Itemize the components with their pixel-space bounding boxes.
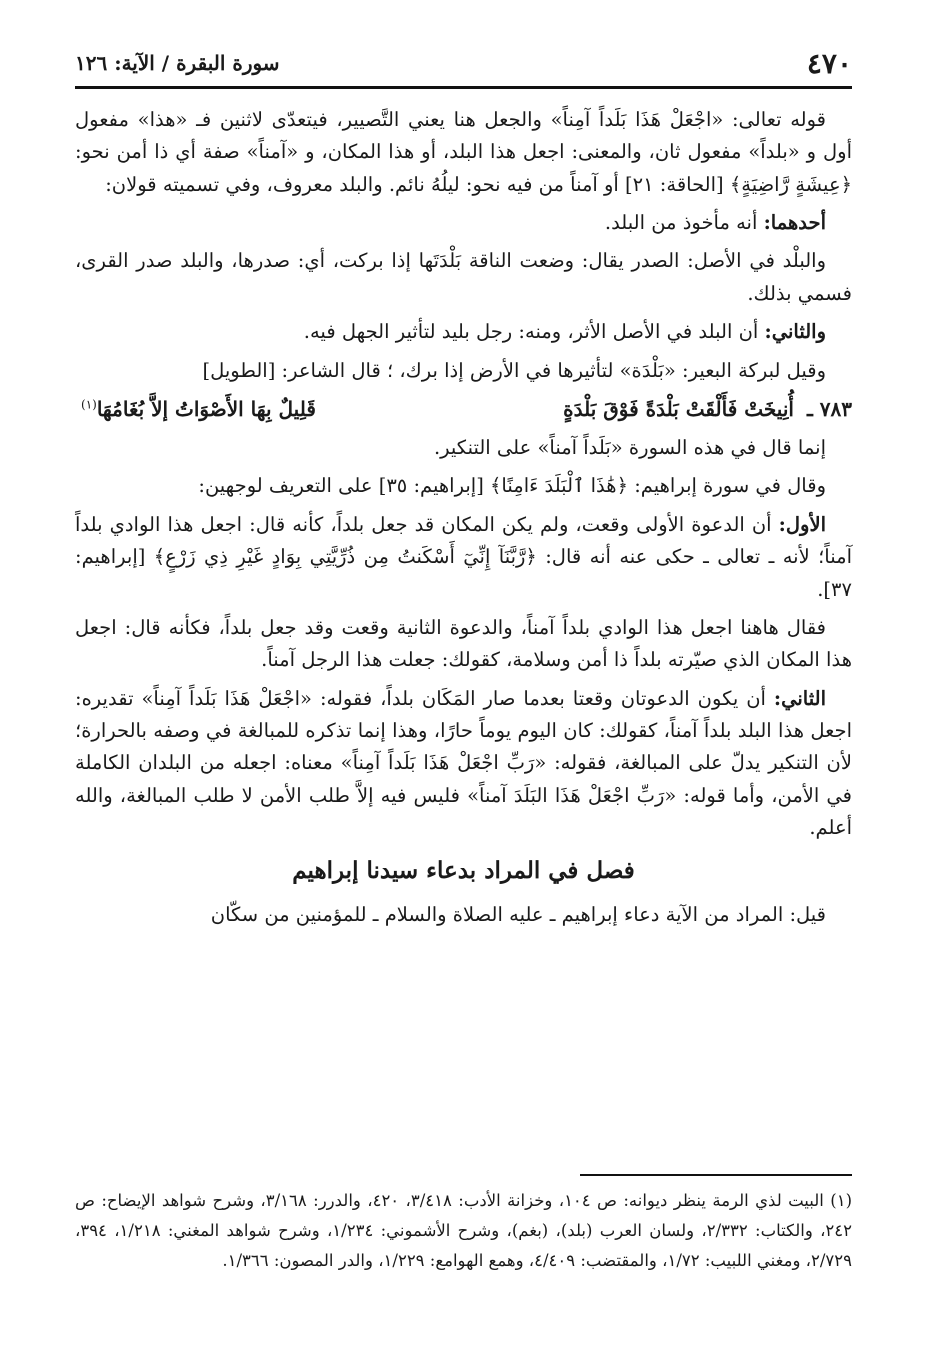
paragraph: وقيل لبركة البعير: «بَلْدَة» لتأثيرها في الأرض إذا برك، ؛ قال الشاعر: [الطويل] <box>202 358 826 382</box>
running-title: سورة البقرة / الآية: ١٢٦ <box>75 51 280 75</box>
verse-number: ٧٨٣ ـ <box>806 396 852 421</box>
footnote-divider <box>580 1174 852 1176</box>
main-text <box>75 104 852 937</box>
paragraph: قيل: المراد من الآية دعاء إبراهيم ـ عليه الصلاة والسلام ـ للمؤمنين من سكّان <box>210 902 826 926</box>
paragraph-lead: والثاني: <box>764 320 826 344</box>
section-heading: فصل في المراد بدعاء سيدنا إبراهيم <box>292 857 635 885</box>
paragraph-text: أن الدعوة الأولى وقعت، ولم يكن المكان قد جعل بلداً، كأنه قال: اجعل هذا الوادي بلداً آمناً؛ لأنه ـ تعالى ـ حكى عنه أنه قال: ﴿رَّبَّنَآ إِنِّيٓ أَسْكَنتُ مِن ذُرِّيَّتِي بِوَادٍ غَيْرِ ذِي زَرْعٍ﴾ [إبراهيم: ٣٧]. <box>75 512 852 601</box>
paragraph-text: أن البلد في الأصل الأثر، ومنه: رجل بليد لتأثير الجهل فيه. <box>303 320 765 344</box>
footnotes <box>75 1186 852 1276</box>
verse-first-hemistich: أُنِيخَتْ فَأَلْقَتْ بَلْدَةً فَوْقَ بَلْدَةٍ <box>563 396 794 421</box>
paragraph <box>75 316 852 348</box>
paragraph-lead: الأول: <box>778 512 826 536</box>
paragraph: والبلْد في الأصل: الصدر يقال: وضعت الناقة بَلْدَتَها إذا بركت، أي: صدرها، والبلد صدر القرى، فسمي بذلك. <box>75 249 852 305</box>
paragraph-lead: الثاني: <box>773 686 826 710</box>
verse-second-hemistich: قَلِيلٌ بِهَا الأَصْوَاتُ إلاَّ بُغَامُهَا <box>96 396 316 421</box>
paragraph: فقال هاهنا اجعل هذا الوادي بلداً آمناً، والدعوة الثانية وقعت وقد جعل بلداً، فكأنه قال: اجعل هذا المكان الذي صيّرته بلداً ذا أمن وسلامة، كقولك: جعلت هذا الرجل آمناً. <box>75 615 852 672</box>
paragraph <box>75 207 852 239</box>
paragraph-lead: أحدهما: <box>763 211 826 235</box>
paragraph: إنما قال في هذه السورة «بَلَداً آمناً» على التنكير. <box>433 436 826 460</box>
footnote-marker: (١) <box>81 397 97 412</box>
poetry-verse <box>75 393 852 426</box>
footnote: (١) البيت لذي الرمة ينظر ديوانه: ص ١٠٤، وخزانة الأدب: ٣/٤١٨، ٤٢٠، والدرر: ٣/١٦٨، وشرح شواهد الإيضاح: ص ٢٤٢، والكتاب: ٢/٣٣٢، ولسان العرب (بلد)، (بغم)، وشرح الأشموني: ١/٢٣٤، وشرح شواهد المغني: ١/٢١٨، ٣٩٤، ٢/٧٢٩، ومغني اللبيب: ١/٧٢، والمقتضب: ٤/٤٠٩، وهمع الهوامع: ١/٢٢٩، والدر المصون: ١/٣٦٦. <box>75 1191 853 1271</box>
page-number: ٤٧٠ <box>806 46 852 80</box>
paragraph: وقال في سورة إبراهيم: ﴿هَٰذَا ٱلْبَلَدَ ءَامِنًا﴾ [إبراهيم: ٣٥] على التعريف لوجهين: <box>198 474 826 498</box>
paragraph <box>75 683 852 845</box>
paragraph-text: أن يكون الدعوتان وقعتا بعدما صار المَكَان بلداً، فقوله: «اجْعَلْ هَذَا بَلَداً آمِناً» تقديره: اجعل هذا البلد بلداً آمناً، كقولك: كان اليوم يوماً حارًا، وهذا إنما تذكره للمبالغة في وصفه بالحرارة؛ لأن التنكير يدلّ على المبالغة، فقوله: «رَبِّ اجْعَلْ هَذَا بَلَداً آمِناً» معناه: اجعله من البلدان الكاملة في الأمن، وأما قوله: «رَبِّ اجْعَلْ هَذَا البَلَدَ آمناً» فليس فيه إلاَّ طلب الأمن لا طلب المبالغة، والله أعلم. <box>75 686 852 840</box>
page-header <box>75 40 852 89</box>
paragraph-text: أنه مأخوذ من البلد. <box>604 211 764 235</box>
paragraph <box>75 509 852 606</box>
paragraph: قوله تعالى: «اجْعَلْ هَذَا بَلَداً آمِناً» والجعل هنا يعني التَّصيير، فيتعدّى لاثنين فـ «هذا» مفعول أول و «بلداً» مفعول ثان، والمعنى: اجعل هذا البلد، أو هذا المكان، و «آمناً» صفة أي ذا أمن نحو: ﴿عِيشَةٍ رَّاضِيَةٍ﴾ [الحاقة: ٢١] أو آمناً من فيه نحو: ليلُهُ نائم. والبلد معروف، وفي تسميته قولان: <box>75 108 852 196</box>
